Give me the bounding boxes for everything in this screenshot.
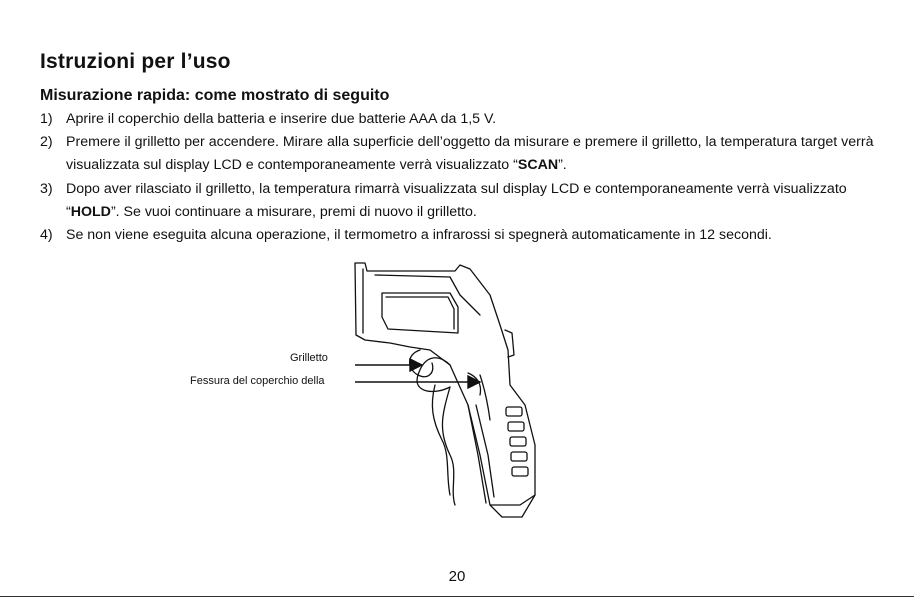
step-3 bbox=[40, 178, 890, 224]
lcd-window bbox=[382, 293, 458, 333]
thermometer-figure bbox=[150, 255, 550, 525]
step-text-end: ”. bbox=[558, 157, 567, 174]
trigger-label: Grilletto bbox=[290, 352, 328, 364]
step-number: 3) bbox=[40, 180, 53, 197]
step-number: 4) bbox=[40, 227, 53, 244]
step-text: Se non viene eseguita alcuna operazione, il termometro a infrarossi si spegnerà automaticamente in 12 secondi. bbox=[66, 227, 772, 244]
bottom-rule bbox=[0, 596, 914, 597]
section-title: Misurazione rapida: come mostrato di seguito bbox=[40, 87, 390, 104]
display-keyword-scan: SCAN bbox=[517, 157, 559, 174]
page-title: Istruzioni per l’uso bbox=[40, 50, 231, 73]
step-text-end: ”. Se vuoi continuare a misurare, premi di nuovo il grilletto. bbox=[110, 203, 477, 220]
display-keyword-hold: HOLD bbox=[70, 203, 111, 220]
instruction-steps bbox=[40, 108, 890, 247]
step-4 bbox=[40, 224, 890, 247]
page-number: 20 bbox=[448, 568, 466, 585]
step-text: Aprire il coperchio della batteria e inserire due batterie AAA da 1,5 V. bbox=[66, 111, 497, 127]
battery-slot-label: Fessura del coperchio della bbox=[190, 375, 325, 387]
step-number: 1) bbox=[40, 111, 53, 127]
step-text: Premere il grilletto per accendere. Mirare alla superficie dell’oggetto da misurare e premere il grilletto, la temperatura target verrà visualizzata sul display LCD e contemporaneamente verrà visualizzato “ bbox=[66, 134, 874, 174]
step-1 bbox=[40, 108, 890, 131]
infrared-thermometer-illustration bbox=[150, 255, 550, 520]
step-text: Dopo aver rilasciato il grilletto, la temperatura rimarrà visualizzata sul display LCD e contemporaneamente verrà visualizzato “ bbox=[66, 180, 847, 220]
step-2 bbox=[40, 131, 890, 177]
step-number: 2) bbox=[40, 134, 53, 151]
